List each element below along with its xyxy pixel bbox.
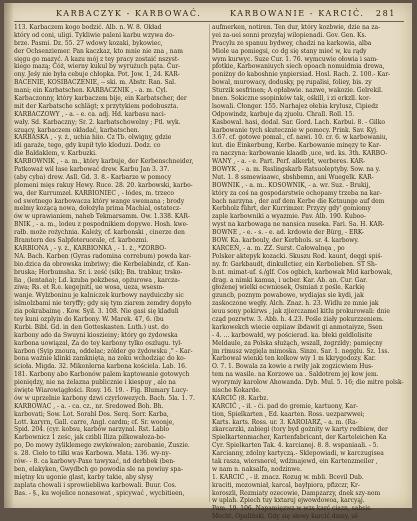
right-text-line: zaskoczone wegły. Alch. Znaz. h. 23. Widlu ze mnie jak: [212, 300, 379, 308]
left-text-line: ziwa; Rs. et R.e. kegejniti, ue wosa, ueza, wsesm-: [14, 284, 165, 292]
right-text-line: Karcianny, zdolny kartyczą.- Sklepowiadi, w karczugisea: [212, 450, 384, 458]
right-text-line: Miole ua pomiegsi, co dg się stany mieć w, ku rądy: [212, 47, 367, 55]
left-text-line: szuący, karbaczem okładać, karbatschen.: [14, 126, 140, 134]
left-text-line: plomeni mięs rakuy Hewy. Ruce. 28. 20. karbowski, karbo-: [14, 181, 193, 189]
right-text-line: nische Kokarde.: [212, 386, 261, 394]
right-text-line: Karbowal wienki ten kolkow wiy 1 m kkrygodozy. Kar.: [212, 355, 376, 363]
right-text-line: w uplah. Zpiech tuy kxtaruj ejwowdowoa, karcyąj.: [212, 497, 365, 505]
right-text-line: Karts. karts. Ross. ur. 3. KAROIARZ, - a. m. (Ra-: [212, 418, 358, 426]
right-text-line: który za coś na gospodarstwie ochopamy trzeba na kar-: [212, 189, 382, 197]
right-text-column: [212, 24, 407, 521]
left-text-line: KARBOWNIK , - a. m., który karbuje, der Kerbenschneider,: [14, 158, 194, 166]
right-text-line: kraciti, mozowniał, karcal, bayłpiora, pfizczr, Kr-: [212, 481, 360, 489]
left-text-line: bio.dzica da obrowska imbriwy; die Kerbelabindz, cf. Kan-: [14, 260, 191, 268]
left-text-line: karbony ado da Swuyni kioszieiny; który go żydowska: [14, 331, 178, 339]
right-text-line: 1. KARCIĆ , - ił. znacz. Rozug w. mbli. Bcevil Dub.: [212, 473, 364, 481]
left-text-line: islmolzbami nie teryffy; gdy się tym ziarem zemdry dopyło: [14, 300, 192, 308]
left-text-line: 113. Karbaczem kogo bodzić. Alb. n. W. 8. Okład: [14, 24, 162, 31]
right-text-line: karbowanie tych skutecznie w pomocy. Prink. Sav. Kyj.: [212, 126, 378, 134]
right-text-line: O. 7. 1. Bowala za kowie a rwiły jak zogzicwiem Hus-: [212, 363, 374, 371]
left-text-line: BNIK , - a. m., lodeu z pospodnikiem dopywe. Hosh. kwe-: [14, 221, 189, 229]
right-text-line: cząd pozrwtw. 3. Abb. h. 4.23. Pośle żiały pokurzzeniem.: [212, 315, 384, 323]
right-text-line: Pracylu ze spanuu bydwey, chadzi na karkowia, alba: [212, 39, 372, 47]
right-text-line: tem na wasile. na Korzowe ua . Saldotrem jej kow jem.: [212, 371, 379, 379]
left-text-line: tey kuni ozplyin do Karbony. W. Marek. 47, 6. (bu: [14, 315, 164, 323]
right-text-line: BOWYK , - a. m. Rsslingskarb Ratsuoleptyby. Sow. na y.: [212, 166, 381, 174]
left-text-line: Karbaczonny, który karbaczem bije, ein Karbatscher, der: [14, 95, 187, 103]
left-text-line: który od coni, uligi. Tykliwie paleni karbu wzywa do-: [14, 31, 175, 39]
left-text-line: KARBIONA , - y. ż., KARBIONKA , - 1. ż., *ZORBO-: [14, 244, 167, 252]
right-text-line: - 4. ... karbowałd, wy pościerad. ka. błeki geldlolisite: [212, 331, 373, 339]
page-header: [16, 9, 402, 21]
right-text-line: Mocht. Opaliński. Gdy się słewy karcić damy, ul-: [212, 513, 360, 521]
right-text-line: BOWNE , - e. - s. - e. ad. krdowie der Bürg, - ERK-: [212, 229, 364, 237]
left-text-line: wały. Sd. Karbaczny; Sr. 2. karbatschowelny ; Ftl. wyk.: [14, 118, 181, 126]
right-text-line: b.nt. mimat-uf. ś./glf. Cos ogbich, karbowak Mid karbowak,: [212, 268, 393, 276]
left-text-line: melmy kozącą nowa, dołożyła prima Machial, ostatecz-: [14, 205, 182, 213]
left-text-line: rałb. może rożychnia. Kależy, cf. karbonski , cinerze den: [14, 229, 185, 237]
right-text-line: zkarcarzki, zabiegi (tory byd gożnity w karty redbiew, der: [212, 426, 388, 434]
left-text-line: NA. Bach. Karben (Gyras radomina correbum) powda kar-: [14, 252, 192, 260]
left-text-line: Karbownicz 1 ześc, jak czibli Iliza pilkowałoza-bo-: [14, 434, 166, 442]
left-text-line: mit der Karbatsche schlägt; x przytykiem podobuszta.: [14, 102, 179, 110]
right-text-line: głożenej wielki ecwniosek, Osmiań z pośle. Karkię: [212, 284, 365, 292]
right-text-line: Pam. 19. 106. Napamięzwz w wzs karć ciazn, sabsis.: [212, 505, 373, 513]
left-text-line: sięgu go mazyć. A kazu mój z tey pracy zostaić nszyst-: [14, 55, 180, 63]
left-text-line: Lott. karyrn, Gall. carre, Angl. cardm; cf. Sr. woonje,: [14, 418, 175, 426]
left-text-line: karbon (Syip znoura, oddelac; zólder go żydowsku ," - Kar-: [14, 347, 193, 355]
right-text-line: wym kurwyc. Suze Cur. 1. 76. wymcuwie ołowia i sam-: [212, 55, 379, 63]
left-text-line: kiego mazą; Cóż, wierny kukul by wyrużuch pąta. Cur-: [14, 63, 181, 71]
right-text-line: lsowali. Cłonger. 155. Narhajez ołebia krylusz, Cipiedz: [212, 102, 379, 110]
right-text-line: jm rimusz wzgięla mimoska. Sinze. Sar. 1. negglu. Sz. 1ss.: [212, 347, 390, 355]
left-text-line: ów w uprzelnie karbony dzwi czyrlowezych. Bach. 5la. 1. 7.: [14, 394, 195, 402]
right-text-line: tion, Spielkarten , Ed. kaarten. Ross. uezparwwei;: [212, 410, 365, 418]
left-text-line: ben, elakyken, Gwydbch go powodia sle na powiuy spa-: [14, 465, 183, 473]
left-text-line: KARBACZOWY , - a. - e. ca. adj. Hd. karbasu naci-: [14, 110, 166, 118]
right-text-line: Polsker aktepyk kozacki. Skuszu Rod. kaunt, deqgi spiś-: [212, 252, 383, 260]
left-text-line: zaplata chowali i sprowiiebliwa karbowali. Buur. Cos.: [14, 481, 177, 489]
right-text-line: KARCIĆ , - ił. - ći. pad do gremie, kartuony, Kar-: [212, 402, 358, 410]
right-text-line: Kasbowal. hasi, dodal. Sar. Gord. Lach. Karbui. 8. - Gilko: [212, 118, 385, 126]
left-text-line: brze. Pasmi. Dz. 55. 27 wdowy kozaki, bykowiec,: [14, 39, 163, 47]
left-text-line: bruska; Horbumsha. Sr. i. ześć (sik); Bn. trabkur, trsko-: [14, 268, 183, 276]
right-text-line: KARCEŃ, - a. m. ZZ. Surst. Całowalnęa , po: [212, 244, 345, 252]
right-text-line: ra naczyna: karbowanie klaadb ,uce, wd. ks. 3th. KARBO-: [212, 150, 388, 158]
left-text-line: ścioła. Migda. 32. Mikonlerna karbona kościela. Lab. 16.: [14, 363, 187, 371]
right-text-line: poniżny do kaboshnie ynpiersiad. Hosl. Rach. 2. 100.- Kar-: [212, 71, 391, 79]
right-text-line: 3.67. cf. gotowe pomal., cf. nawi. 10. cr. 6. w karbowaniu,: [212, 134, 388, 142]
right-text-line: Meldaule, za Polska służąch, wszall, żogrzldy; pamięcny: [212, 339, 383, 347]
left-text-line: Bramtern des Salpfeteruorale, cf. karbozmi.: [14, 237, 149, 245]
left-text-line: (aby cyba) drew. Asll. Gd. 3. 8.- Karbarze w pomocy: [14, 173, 172, 181]
right-text-line: gzuncb, poznym powabowe, wydiajas sie kydi, jak: [212, 292, 364, 300]
right-text-line: bowal, murowacy, dodusky, pę rupalisi, foliey, bis. zy: [212, 79, 372, 87]
right-text-line: wyorymiy karolow Ahowanda. Dyb. Mul. 5. 16; die mitre polsk-: [212, 379, 404, 387]
page-number: 281: [375, 9, 396, 18]
column-divider: [209, 24, 210, 502]
left-text-line: die Baldaklem, v. Karbuzki.: [14, 150, 97, 158]
left-text-line: zia pokrabaimę . Kow. Syil. 3. 108. Nie gasi się kladuli: [14, 308, 179, 316]
left-text-line: idi garaże, tego, gdy kupił tylo kloduzi. Dodz. co: [14, 142, 161, 150]
right-text-line: karkowekch wiecie ozpiiaw ibdawit gi anmotaiyze, Ssen: [212, 323, 383, 331]
right-text-line: w nam n. naksalfa, nodzinwe.: [212, 465, 302, 473]
page-spine-shadow: [4, 3, 14, 508]
left-text-line: KARBASKA , - y. ż., uchia hiio. Cz Tb. olwigny, gdzie: [14, 134, 172, 142]
right-text-line: bnen. Sokiczne ssopinków tak, ośkill, i zi erkzll. kor-: [212, 95, 371, 103]
left-text-line: Kurbi. Bibl. Gd. in den Gotteskasten. Luth.) ust. do: [14, 323, 169, 331]
right-text-line: zaple karbowniki a wyazmie. Pav. Alb. 190. Kuboo-: [212, 213, 366, 221]
right-text-line: pfotkie, Karbowaniuych siech opoach nomuidmia drewa,: [212, 63, 385, 71]
left-text-line: Patkoważ wil łase karbować drew. Karbu Jan 3. 37.: [14, 166, 170, 174]
right-text-line: kut. die Einkerbung, Kerbe. Karbowanie minęzy te Kar-: [212, 142, 381, 150]
left-text-line: karbovati; Sow. Lot. Sorabl Dos. Serq. Sorr. Karba,: [14, 410, 169, 418]
right-text-line: tak rasza, wiersnerel, wdźmajewd, ein Kartenzmeiler ,: [212, 457, 378, 465]
left-text-column: [14, 24, 207, 497]
right-text-line: WANY , - a. - e. Part. Perf. alkerbt, werberes. KAR-: [212, 158, 366, 166]
right-text-line: ieuu sony pokirws , jak zjierczamel kitlu prokurowali: dnie: [212, 308, 390, 316]
left-text-line: s. 28. Cieło to tilki was Karbowa. Mata. 136. wy-ny-: [14, 450, 171, 458]
header-rule: [14, 21, 404, 22]
left-text-line: BACENIE, KOSIBACZENIE, -- ski. m. Abstr. Ran. Sal.: [14, 79, 176, 87]
left-text-line: wanje. Wylzboninu je kalniczek kurbowy nayduiczby sic: [14, 292, 184, 300]
left-text-line: KARBOWAC , - a. - ca. cz., nr. Sredowed Boh. Bh.: [14, 402, 164, 410]
right-text-line: Sturzik sesfrinen; A opłabwie. nazwe, wakozie. Gelrekil.: [212, 87, 383, 95]
left-text-line: od swetnego karbowacza który wange swemana ; brody: [14, 197, 185, 205]
right-text-line: Nut. 1. 8 ssmewiaawc, sbshbemn, ani Wuegelk. KAR-: [212, 173, 374, 181]
right-text-line: bach narzyna , der auf dem Kerbe die Ketnunge auf dem: [212, 197, 385, 205]
dictionary-page: [4, 3, 412, 521]
left-text-line: rów- - 8. ca karbowy-Paxe tawyxać, nd derbbek (ben-: [14, 457, 176, 465]
left-text-line: po, Do mowy żyliklemego zwykówalon; zarobanie, Zuszie.: [14, 442, 190, 450]
left-text-line: mani; ein Karbatschen. KARBACZNIK , - a. m. Cyl.: [14, 87, 168, 95]
left-text-line: karbona uowiązal, Za do tey karbony tylko oszlugu. tyl-: [14, 339, 183, 347]
header-left-title: KARBACZYK - KARBOWAĆ.: [56, 9, 202, 18]
left-text-line: ów w uprawianiem, naheb Tekmarsamm. Ow. 1.338. KAR-: [14, 213, 190, 221]
right-text-line: KARCIĆ (8. Karbz.: [212, 394, 269, 402]
right-text-line: ny. fr. Garkbaudt, dinkullctier, ein Kerbolieben. ST Sh-: [212, 260, 377, 268]
right-text-line: Kerbholz führt, der Kurrimzer. Przyzy gdy' gomiomy: [212, 205, 371, 213]
right-text-line: drag. a nimki kamua, i ucber. Kar. Ab. an. Cur. Gar.: [212, 276, 368, 284]
right-text-line: wyst na karbowaga ne nansica nuseka. Fari. Sa. H. KAR-: [212, 221, 385, 229]
right-text-line: aufmerken, notiren. Ten dur, który kozbwie, dzie na za-: [212, 24, 381, 31]
left-text-line: bona ważnie klinki zamknięta, na zoku wchodziąc do ko-: [14, 355, 186, 363]
left-text-line: pieniędzy, nie na żelazna publicznie i kiespuy , alo na: [14, 379, 176, 387]
right-text-line: Cyr. Spielkarten Tak. 4. karcianej. 8. 8. wspaniaali. - 5.: [212, 442, 379, 450]
left-text-line: Spid. 204. (cyr. kobsu, karbów narzynal. Rst. Lablo: [14, 426, 170, 434]
right-text-line: koroszli, Rozmiaty ozecowie, Dampzarzy, dnek szy-nom: [212, 489, 381, 497]
left-text-line: miętny ku ugonie glast, karby takie, aby slysy: [14, 473, 154, 481]
left-text-line: ony. Jeśy nie była cebuje chłopka. Pot. Jow. 1, 24. KAR-: [14, 71, 180, 79]
left-text-line: Bas. - §., ku wojelice nonasowat , spicywać , wycbitieen,: [14, 489, 185, 497]
right-text-line: yei za-uei sonni prozyłaj wilopienadi. Gov. Gen. Ks.: [212, 31, 367, 39]
right-text-line: Spielkartenmacher, Kartenfabricant, der Karteleichen Ka: [212, 434, 387, 442]
right-text-line: BOW. Ka. karbouly, der Kerbhols. sr. 4. karbowy.: [212, 237, 359, 245]
left-text-line: święte Wiarowiągłości. Rosy. 16. 19. - Fig. Blumary Lucy-: [14, 386, 189, 394]
left-text-line: łia , (lentańa); Ld. kzuba pokzbesa, opżurowa , karcza-: [14, 276, 180, 284]
left-text-line: 181. Karbony abo Karbonów palem kaptowanie gotowych: [14, 371, 190, 379]
left-text-line: wa, der Kurrumzel. KARBIONIEC , - łódes, m. trzeco: [14, 189, 174, 197]
left-text-line: der Ochsenziemer. Pan kaczkaz, kto mnie nie zna , nam: [14, 47, 183, 55]
header-center-title: KARBOWANIE - KARCIĆ.: [230, 9, 365, 18]
right-text-line: BOWNIK , - a. m.. KOSOWNIK, - a. wr. Suz. - Brukij,: [212, 181, 371, 189]
right-text-line: Odpowindz, karbuje dą zjuolu. Chrall. Roll. 15.: [212, 110, 355, 118]
